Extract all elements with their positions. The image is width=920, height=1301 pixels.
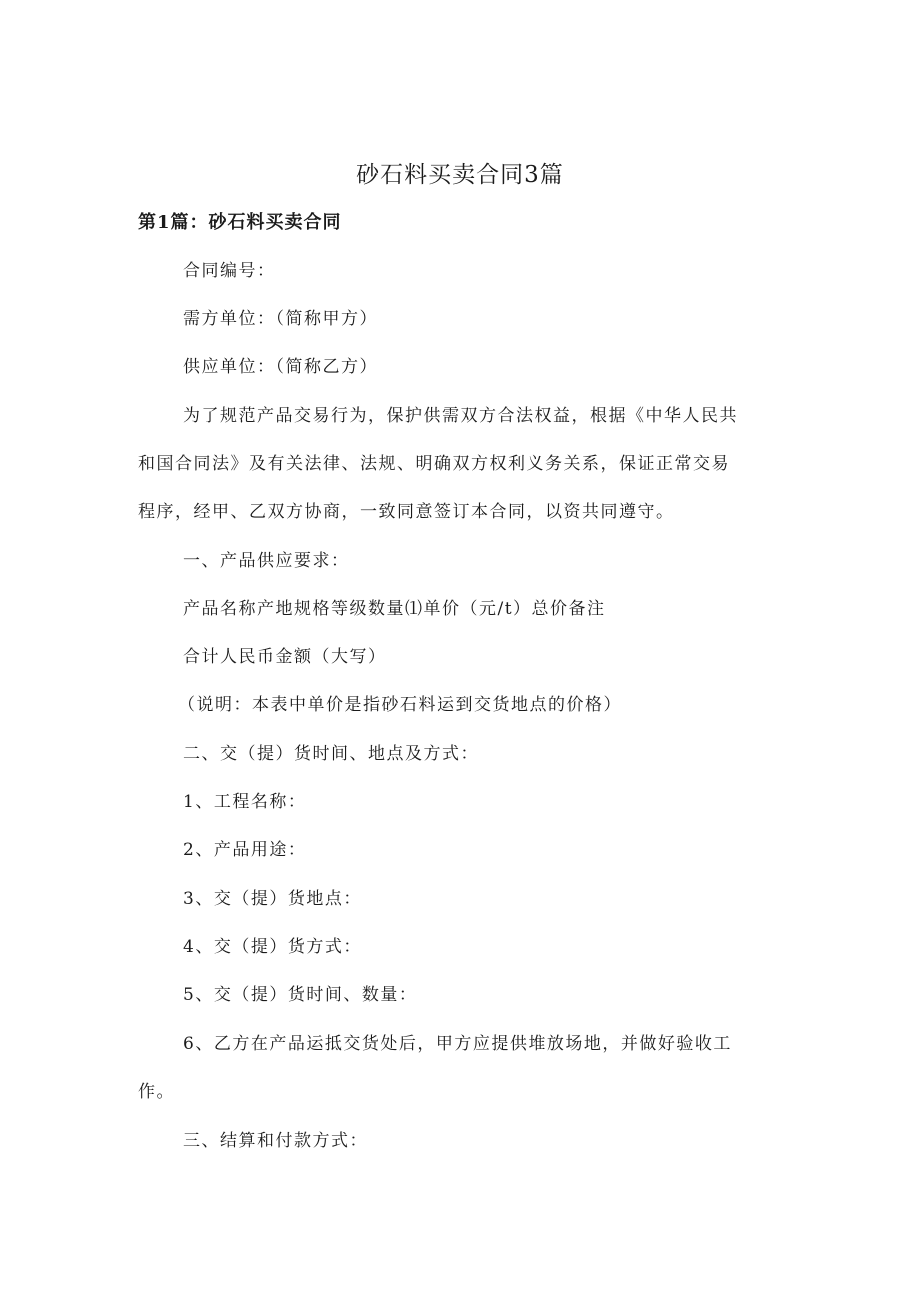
section-2-heading: 二、交（提）货时间、地点及方式：: [183, 744, 479, 764]
intro-paragraph-line-2: 和国合同法》及有关法律、法规、明确双方权利义务关系，保证正常交易: [138, 454, 730, 474]
total-amount-line: 合计人民币金额（大写）: [183, 647, 387, 667]
item-2: 2、产品用途：: [183, 840, 307, 860]
section-1-heading: 一、产品供应要求：: [183, 551, 350, 571]
document-title: 砂石料买卖合同3篇: [356, 162, 564, 188]
section-heading: 第1篇：砂石料买卖合同: [138, 212, 342, 233]
supplier-line: 供应单位：（简称乙方）: [183, 357, 378, 377]
item-6-line-1: 6、乙方在产品运抵交货处后，甲方应提供堆放场地，并做好验收工: [183, 1034, 732, 1054]
price-note: （说明：本表中单价是指砂石料运到交货地点的价格）: [178, 695, 622, 715]
item-5: 5、交（提）货时间、数量：: [183, 985, 418, 1005]
product-table-header: 产品名称产地规格等级数量⑴单价（元/t）总价备注: [183, 599, 606, 619]
item-4: 4、交（提）货方式：: [183, 937, 362, 957]
item-6-line-2: 作。: [138, 1082, 175, 1102]
section-3-heading: 三、结算和付款方式：: [183, 1131, 368, 1151]
buyer-line: 需方单位：（简称甲方）: [183, 309, 378, 329]
item-3: 3、交（提）货地点：: [183, 889, 362, 909]
item-1: 1、工程名称：: [183, 792, 307, 812]
intro-paragraph-line-1: 为了规范产品交易行为，保护供需双方合法权益，根据《中华人民共: [183, 406, 738, 426]
intro-paragraph-line-3: 程序，经甲、乙双方协商，一致同意签订本合同，以资共同遵守。: [138, 502, 675, 522]
contract-number-line: 合同编号：: [183, 261, 276, 281]
